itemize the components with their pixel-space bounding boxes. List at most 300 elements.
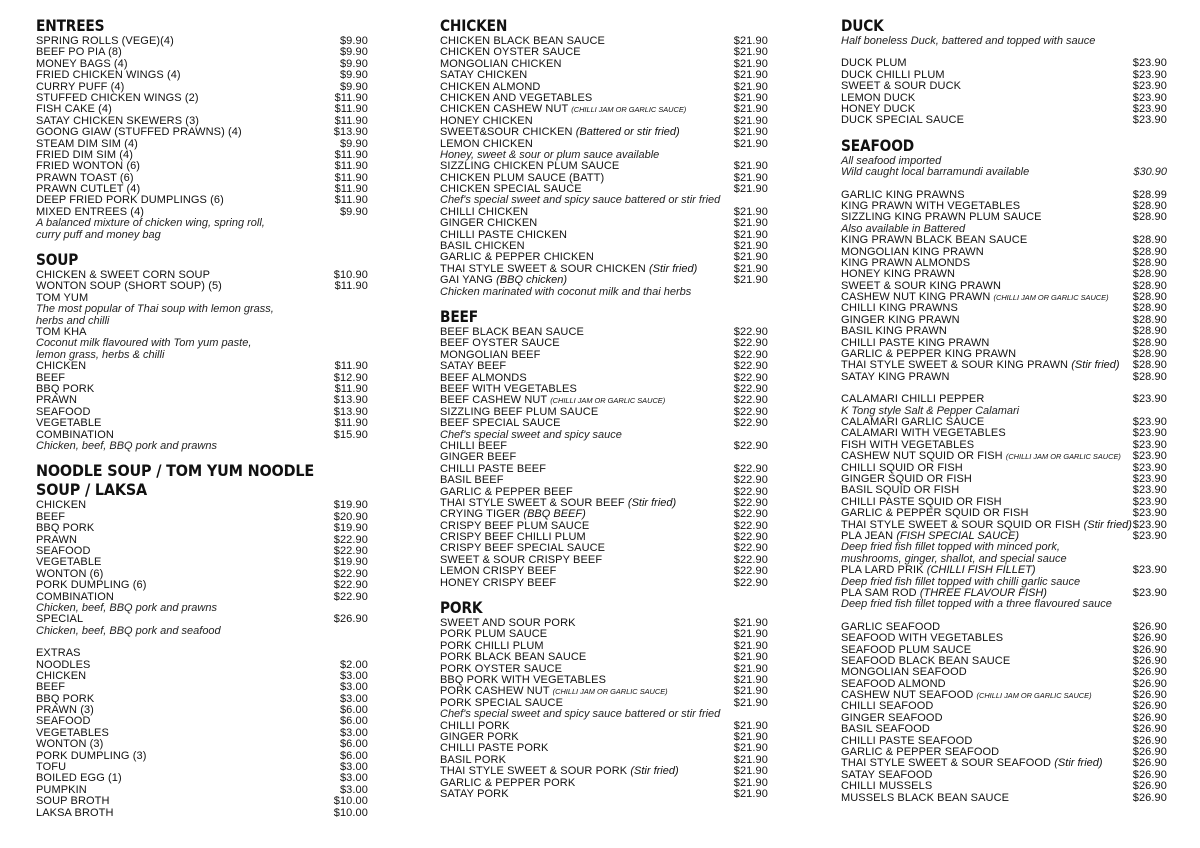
item-name: BBQ PORK	[36, 692, 95, 705]
item-name: GOONG GIAW (STUFFED PRAWNS) (4)	[36, 126, 242, 139]
item-price: $22.90	[333, 567, 368, 580]
item-name: SEAFOOD ALMOND	[841, 677, 946, 690]
item-description: Half boneless Duck, battered and topped with sauce	[841, 35, 1096, 47]
item-price: $19.90	[333, 522, 368, 535]
item-price: $22.90	[733, 360, 768, 373]
item-price: $21.90	[733, 57, 768, 70]
item-name: MONGOLIAN BEEF	[440, 348, 541, 361]
item-price: $28.90	[1132, 268, 1167, 281]
item-price: $21.90	[733, 171, 768, 184]
item-price: $22.90	[333, 590, 368, 603]
item-name: PRAWN	[36, 394, 78, 407]
item-name-group	[841, 793, 1009, 804]
item-description: curry puff and money bag	[36, 228, 161, 241]
item-price: $26.90	[1132, 677, 1167, 690]
item-name: CALAMARI WITH VEGETABLES	[841, 427, 1006, 440]
item-price: $13.90	[333, 405, 368, 418]
item-name: BBQ PORK	[36, 522, 95, 535]
item-name-group	[841, 115, 964, 126]
item-note: (Stir fried)	[1071, 359, 1120, 372]
item-note: (BBQ BEEF)	[523, 508, 586, 521]
menu-item	[440, 275, 768, 286]
item-price: $9.90	[339, 205, 368, 218]
item-price: $23.90	[1132, 91, 1167, 104]
item-sauce-option: (CHILLI JAM OR GARLIC SAUCE)	[993, 293, 1109, 303]
item-price: $11.90	[334, 103, 368, 116]
item-price: $20.90	[333, 510, 368, 523]
item-description: All seafood imported	[841, 154, 942, 167]
item-price: $21.90	[733, 205, 768, 218]
item-price: $21.90	[733, 628, 768, 641]
item-price: $21.90	[733, 46, 768, 59]
item-name: LEMON CHICKEN	[440, 137, 533, 150]
menu-item	[440, 418, 768, 429]
item-name: CRISPY BEEF PLUM SAUCE	[440, 519, 590, 532]
menu-item	[440, 789, 768, 800]
item-price: $23.90	[1132, 461, 1167, 474]
item-name: CALAMARI CHILLI PEPPER	[841, 393, 985, 406]
item-price: $26.90	[333, 613, 368, 626]
menu-section-chicken	[440, 16, 768, 298]
item-name: BASIL CHICKEN	[440, 240, 525, 253]
item-price: $22.90	[733, 496, 768, 509]
item-name: BEEF SPECIAL SAUCE	[440, 417, 561, 430]
item-name: CHICKEN PLUM SAUCE (BATT)	[440, 171, 605, 184]
item-description: Chicken, beef, BBQ pork and prawns	[36, 439, 217, 452]
item-name: GARLIC & PEPPER KING PRAWN	[841, 348, 1017, 361]
item-price: $23.90	[1132, 393, 1167, 406]
menu-item	[440, 578, 768, 589]
item-name: PRAWN CUTLET (4)	[36, 183, 141, 196]
item-name: SEAFOOD	[36, 405, 91, 418]
item-price: $23.90	[1132, 495, 1167, 508]
item-name: SIZZLING BEEF PLUM SAUCE	[440, 405, 599, 418]
item-name: CHICKEN CASHEW NUT	[440, 103, 569, 116]
item-price: $13.90	[333, 394, 368, 407]
item-price: $22.90	[733, 474, 768, 487]
item-name: CASHEW NUT SQUID OR FISH	[841, 450, 1003, 463]
item-name: SATAY KING PRAWN	[841, 370, 950, 383]
item-name: TOM YUM	[36, 291, 89, 304]
item-price: $23.90	[1132, 586, 1167, 599]
menu-item	[36, 751, 368, 762]
item-name: PLA SAM ROD	[841, 586, 917, 599]
item-name: KING PRAWN WITH VEGETABLES	[841, 199, 1021, 212]
item-price: $22.90	[733, 382, 768, 395]
item-name: FRIED WONTON (6)	[36, 160, 141, 173]
menu-item	[36, 671, 368, 682]
item-name: EXTRAS	[36, 647, 81, 660]
item-name: CHICKEN	[36, 669, 87, 682]
item-name: TOFU	[36, 761, 67, 774]
item-name: COMBINATION	[36, 428, 114, 441]
item-price: $26.90	[1132, 654, 1167, 667]
section-title: BEEF	[440, 307, 479, 327]
section-title: SEAFOOD	[841, 135, 914, 155]
item-name: SWEET & SOUR DUCK	[841, 80, 962, 93]
item-name: MONGOLIAN SEAFOOD	[841, 666, 967, 679]
menu-item	[36, 523, 368, 534]
item-description: Chicken, beef, BBQ pork and prawns	[36, 601, 217, 614]
item-price: $9.90	[339, 57, 368, 70]
item-name: SOUP BROTH	[36, 795, 110, 808]
item-name: PORK SPECIAL SAUCE	[440, 696, 564, 709]
item-price: $28.90	[1132, 325, 1167, 338]
menu-item	[841, 115, 1167, 126]
item-price: $6.00	[339, 749, 368, 762]
item-name: VEGETABLES	[36, 726, 109, 739]
item-price: $22.90	[733, 439, 768, 452]
item-price: $3.00	[339, 761, 368, 774]
item-note: (Stir fried)	[1054, 757, 1103, 770]
item-name: GINGER KING PRAWN	[841, 313, 960, 326]
item-name: SWEET&SOUR CHICKEN	[440, 126, 573, 139]
section-gap	[440, 589, 768, 598]
item-price: $22.90	[733, 542, 768, 555]
item-name-group	[440, 578, 556, 589]
item-price: $3.00	[339, 669, 368, 682]
item-price: $9.90	[339, 46, 368, 59]
item-price: $9.90	[339, 137, 368, 150]
item-price: $21.90	[733, 639, 768, 652]
item-name: BBQ PORK	[36, 383, 95, 396]
item-description: mushrooms, ginger, shallot, and special sauce	[841, 552, 1067, 565]
item-name: BEEF PO PIA (8)	[36, 46, 122, 59]
item-name: CRISPY BEEF SPECIAL SAUCE	[440, 542, 606, 555]
item-name: WONTON SOUP (SHORT SOUP) (5)	[36, 280, 222, 293]
item-name: BASIL KING PRAWN	[841, 325, 947, 338]
item-name: GINGER SEAFOOD	[841, 711, 943, 724]
item-name: BASIL PORK	[440, 753, 507, 766]
item-name: CHILLI PASTE SQUID OR FISH	[841, 495, 1002, 508]
item-price: $21.90	[733, 160, 768, 173]
item-price: $6.00	[339, 715, 368, 728]
item-name: PORK CASHEW NUT	[440, 685, 550, 698]
item-name: CHICKEN BLACK BEAN SAUCE	[440, 35, 605, 47]
item-price: $21.90	[733, 262, 768, 275]
item-price: $21.90	[733, 651, 768, 664]
item-price: $21.90	[733, 80, 768, 93]
item-price: $21.90	[733, 137, 768, 150]
item-name: NOODLES	[36, 658, 91, 671]
item-name: SEAFOOD	[36, 544, 91, 557]
item-name: SEAFOOD PLUM SAUCE	[841, 643, 972, 656]
item-name: VEGETABLE	[36, 556, 102, 569]
item-description: Chef's special sweet and spicy sauce battered or stir fried	[440, 708, 721, 721]
item-name: CHICKEN	[36, 499, 87, 512]
item-name: CHILLI SQUID OR FISH	[841, 461, 963, 474]
item-name: CURRY PUFF (4)	[36, 80, 125, 93]
item-price: $22.90	[733, 531, 768, 544]
item-name: CHILLI MUSSELS	[841, 780, 933, 793]
item-name: CHILLI PASTE PORK	[440, 742, 549, 755]
item-description: Also available in Battered	[841, 222, 966, 235]
item-price: $26.90	[1132, 711, 1167, 724]
item-name: COMBINATION	[36, 590, 114, 603]
item-name: DUCK SPECIAL SAUCE	[841, 114, 965, 127]
item-name: FRIED DIM SIM (4)	[36, 148, 134, 161]
item-description: Chicken, beef, BBQ pork and seafood	[36, 624, 221, 637]
item-description: Chef's special sweet and spicy sauce	[440, 428, 622, 441]
item-price: $26.90	[1132, 734, 1167, 747]
item-price: $3.00	[339, 681, 368, 694]
item-price: $11.90	[334, 194, 368, 207]
section-title: NOODLE SOUP / TOM YUM NOODLE SOUP / LAKSA	[36, 461, 315, 500]
item-name: PRAWN	[36, 533, 78, 546]
item-name: CHILLI PASTE SEAFOOD	[841, 734, 973, 747]
item-price: $28.90	[1132, 279, 1167, 292]
item-price: $2.00	[339, 658, 368, 671]
item-name: BOILED EGG (1)	[36, 772, 122, 785]
item-price: $23.90	[1132, 438, 1167, 451]
item-description: Deep fried fish fillet topped with chilli garlic sauce	[841, 575, 1081, 588]
item-name: WONTON (3)	[36, 738, 104, 751]
intro-text: Wild caught local barramundi available	[841, 166, 1030, 179]
item-price: $22.90	[733, 519, 768, 532]
item-name: SEAFOOD	[36, 715, 91, 728]
item-price: $28.90	[1132, 291, 1167, 304]
item-name: GINGER SQUID OR FISH	[841, 472, 972, 485]
item-name: CHICKEN SPECIAL SAUCE	[440, 183, 582, 196]
item-price: $23.90	[1132, 57, 1167, 70]
item-price: $22.90	[733, 371, 768, 384]
item-name: GARLIC & PEPPER SQUID OR FISH	[841, 507, 1029, 520]
item-price: $23.90	[1132, 114, 1167, 127]
item-name: PORK DUMPLING (3)	[36, 749, 147, 762]
item-price: $21.90	[733, 103, 768, 116]
item-price: $19.90	[333, 499, 368, 512]
menu-section-beef	[440, 307, 768, 589]
item-name-group	[36, 808, 114, 819]
item-price: $26.90	[1132, 757, 1167, 770]
item-price: $21.90	[733, 730, 768, 743]
item-price: $10.90	[333, 269, 368, 282]
item-description: Deep fried fish fillet topped with minced pork,	[841, 541, 1060, 554]
item-price: $26.90	[1132, 723, 1167, 736]
menu-intro-row	[841, 167, 1167, 178]
item-name: PORK CHILLI PLUM	[440, 639, 544, 652]
item-price: $22.90	[733, 394, 768, 407]
item-name: CHILLI PASTE CHICKEN	[440, 228, 568, 241]
item-price: $28.90	[1132, 234, 1167, 247]
item-name: BEEF WITH VEGETABLES	[440, 382, 577, 395]
item-name: BEEF	[36, 510, 66, 523]
item-price: $26.90	[1132, 689, 1167, 702]
item-name: BASIL SEAFOOD	[841, 723, 930, 736]
item-price: $21.90	[733, 742, 768, 755]
item-name: CHILLI SEAFOOD	[841, 700, 934, 713]
item-price: $22.90	[333, 533, 368, 546]
item-sauce-option: (CHILLI JAM OR GARLIC SAUCE)	[1005, 452, 1121, 462]
item-price: $11.90	[334, 280, 368, 293]
item-note: (CHILLI FISH FILLET)	[926, 564, 1036, 577]
menu-item	[36, 384, 368, 395]
item-name: DEEP FRIED PORK DUMPLINGS (6)	[36, 194, 224, 207]
item-name: PUMPKIN	[36, 783, 87, 796]
item-price: $26.90	[1132, 620, 1167, 633]
section-gap	[36, 452, 368, 461]
item-price: $21.90	[733, 617, 768, 630]
item-name: PORK BLACK BEAN SAUCE	[440, 651, 587, 664]
item-name: PRAWN TOAST (6)	[36, 171, 134, 184]
item-description: Chef's special sweet and spicy sauce battered or stir fried	[440, 194, 721, 207]
item-price: $30.90	[1133, 166, 1167, 179]
item-price: $21.90	[733, 217, 768, 230]
item-price: $19.90	[333, 556, 368, 569]
item-name: VEGETABLE	[36, 417, 102, 430]
item-name: PLA LARD PRIK	[841, 564, 924, 577]
item-note: (Stir fried)	[648, 262, 698, 275]
item-name: LAKSA BROTH	[36, 806, 114, 819]
item-price: $28.90	[1132, 245, 1167, 258]
item-name: FISH WITH VEGETABLES	[841, 438, 975, 451]
item-price: $21.90	[733, 696, 768, 709]
item-name: GARLIC KING PRAWNS	[841, 188, 965, 201]
item-name: GARLIC SEAFOOD	[841, 620, 941, 633]
item-price: $10.00	[333, 795, 368, 808]
item-name: SWEET & SOUR CRISPY BEEF	[440, 553, 603, 566]
menu-item	[36, 500, 368, 511]
item-name: THAI STYLE SWEET & SOUR PORK	[440, 765, 628, 778]
item-description: herbs and chilli	[36, 314, 110, 327]
item-description: A balanced mixture of chicken wing, spring roll,	[36, 217, 265, 230]
item-name: CHILLI KING PRAWNS	[841, 302, 958, 315]
item-name: MONGOLIAN KING PRAWN	[841, 245, 984, 258]
item-name: THAI STYLE SWEET & SOUR BEEF	[440, 496, 625, 509]
item-name: CHILLI CHICKEN	[440, 205, 529, 218]
item-price: $26.90	[1132, 666, 1167, 679]
section-title: ENTREES	[36, 16, 105, 35]
item-name: LEMON DUCK	[841, 91, 916, 104]
item-name: SATAY PORK	[440, 787, 509, 800]
item-price: $9.90	[339, 80, 368, 93]
item-name: SIZZLING KING PRAWN PLUM SAUCE	[841, 211, 1042, 224]
menu-column-3	[841, 16, 1167, 804]
item-price: $26.90	[1132, 632, 1167, 645]
item-price: $21.90	[733, 251, 768, 264]
item-name: GARLIC & PEPPER BEEF	[440, 485, 573, 498]
item-name: CRYING TIGER	[440, 508, 521, 521]
item-price: $22.90	[733, 485, 768, 498]
item-price: $21.90	[733, 673, 768, 686]
item-price: $23.90	[1132, 80, 1167, 93]
item-description: Chicken marinated with coconut milk and thai herbs	[440, 285, 692, 298]
item-name: CASHEW NUT KING PRAWN	[841, 291, 991, 304]
menu-section-entrees	[36, 16, 368, 241]
item-name: SATAY CHICKEN SKEWERS (3)	[36, 114, 200, 127]
menu-item	[841, 372, 1167, 383]
item-price: $23.90	[1132, 472, 1167, 485]
section-gap	[841, 127, 1167, 136]
item-price: $11.90	[334, 91, 368, 104]
item-name: SEAFOOD WITH VEGETABLES	[841, 632, 1004, 645]
item-price: $11.90	[334, 417, 368, 430]
menu-item	[841, 793, 1167, 804]
item-name: HONEY DUCK	[841, 102, 916, 115]
item-price: $21.90	[733, 228, 768, 241]
item-name-group	[36, 614, 83, 625]
item-name-group	[841, 372, 950, 383]
item-price: $23.90	[1132, 507, 1167, 520]
menu-column-2	[440, 16, 768, 800]
item-price: $28.90	[1132, 199, 1167, 212]
item-price: $22.90	[733, 565, 768, 578]
item-price: $23.90	[1132, 484, 1167, 497]
item-name: STUFFED CHICKEN WINGS (2)	[36, 91, 199, 104]
item-note: (BBQ chicken)	[496, 274, 568, 287]
item-price: $9.90	[339, 69, 368, 82]
item-name: HONEY CHICKEN	[440, 114, 533, 127]
menu-section-duck	[841, 16, 1167, 127]
item-price: $23.90	[1132, 416, 1167, 429]
item-name: GARLIC & PEPPER CHICKEN	[440, 251, 594, 264]
item-note: (THREE FLAVOUR FISH)	[919, 586, 1047, 599]
menu-section-seafood	[841, 136, 1167, 804]
item-price: $28.90	[1132, 370, 1167, 383]
menu-item	[841, 565, 1167, 576]
item-name: KING PRAWN ALMONDS	[841, 256, 971, 269]
item-name: HONEY KING PRAWN	[841, 268, 956, 281]
item-price: $22.90	[733, 337, 768, 350]
item-price: $23.90	[1132, 427, 1167, 440]
item-name: DUCK CHILLI PLUM	[841, 68, 945, 81]
item-name-group	[841, 394, 984, 405]
item-note: (Stir fried)	[1083, 518, 1132, 531]
item-price: $28.90	[1132, 313, 1167, 326]
item-sauce-option: (CHILLI JAM OR GARLIC SAUCE)	[976, 691, 1092, 701]
item-price: $23.90	[1132, 68, 1167, 81]
item-price: $21.90	[733, 765, 768, 778]
item-price: $21.90	[733, 776, 768, 789]
item-name: SWEET AND SOUR PORK	[440, 617, 576, 630]
item-name: GINGER PORK	[440, 730, 519, 743]
item-name: PORK OYSTER SAUCE	[440, 662, 563, 675]
item-name: BASIL BEEF	[440, 474, 504, 487]
section-title: CHICKEN	[440, 16, 508, 35]
item-name: CHILLI BEEF	[440, 439, 508, 452]
item-name: MONGOLIAN CHICKEN	[440, 57, 562, 70]
item-name: GARLIC & PEPPER SEAFOOD	[841, 746, 1000, 759]
item-name: CALAMARI GARLIC SAUCE	[841, 416, 985, 429]
item-name-group	[841, 565, 1036, 576]
item-price: $21.90	[733, 35, 768, 47]
item-price: $23.90	[1132, 518, 1167, 531]
item-price: $28.90	[1132, 302, 1167, 315]
menu-section-soup	[36, 250, 368, 452]
item-name: GAI YANG	[440, 274, 493, 287]
item-price: $10.00	[333, 806, 368, 819]
item-name: CHILLI PASTE BEEF	[440, 462, 547, 475]
item-price: $28.90	[1132, 211, 1167, 224]
item-price: $22.90	[733, 417, 768, 430]
item-name: BEEF BLACK BEAN SAUCE	[440, 326, 584, 339]
item-price: $11.90	[334, 360, 368, 373]
item-name: PLA JEAN	[841, 529, 894, 542]
item-name: CRISPY BEEF CHILLI PLUM	[440, 531, 586, 544]
item-name: THAI STYLE SWEET & SOUR SEAFOOD	[841, 757, 1052, 770]
item-name: FRIED CHICKEN WINGS (4)	[36, 69, 181, 82]
section-title: SOUP	[36, 250, 79, 270]
item-price: $23.90	[1132, 529, 1167, 542]
section-title: PORK	[440, 598, 483, 618]
item-price: $15.90	[333, 428, 368, 441]
section-gap	[36, 241, 368, 250]
item-name-group	[440, 789, 509, 800]
item-price: $21.90	[733, 91, 768, 104]
item-price: $26.90	[1132, 700, 1167, 713]
item-price: $26.90	[1132, 768, 1167, 781]
item-price: $22.90	[733, 508, 768, 521]
